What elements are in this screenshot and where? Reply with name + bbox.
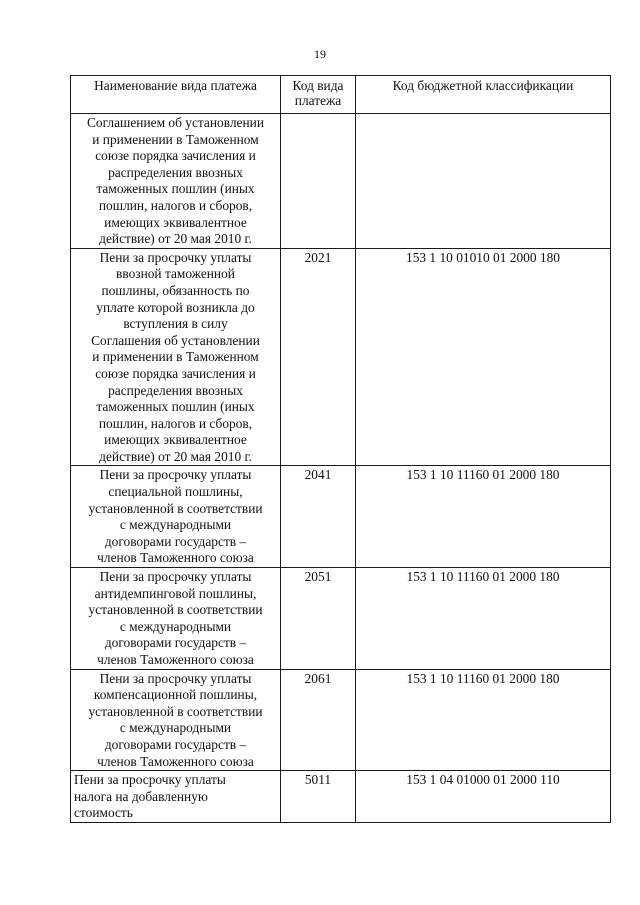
table-header-row <box>71 76 611 114</box>
payment-code-cell: 2041 <box>281 466 356 568</box>
budget-code-cell: 153 1 10 11160 01 2000 180 <box>356 466 611 568</box>
header-payment-code: Код вида платежа <box>281 76 356 114</box>
table-row <box>71 771 611 823</box>
payment-name-cell: Пени за просрочку уплаты ввозной таможенной пошлины, обязанность по уплате которой возникла до вступления в силу Соглашения об установлении и применении в Таможенном союзе порядка зачисления и распределения ввозных таможенных пошлин (иных пошлин, налогов и сборов, имеющих эквивалентное действие) от 20 мая 2010 г. <box>71 248 281 466</box>
payment-code-cell <box>281 114 356 249</box>
payment-code-cell: 5011 <box>281 771 356 823</box>
header-budget-code: Код бюджетной классификации <box>356 76 611 114</box>
budget-code-cell: 153 1 10 01010 01 2000 180 <box>356 248 611 466</box>
payment-code-cell: 2021 <box>281 248 356 466</box>
payment-name-cell: Соглашением об установлении и применении в Таможенном союзе порядка зачисления и распределения ввозных таможенных пошлин (иных пошлин, налогов и сборов, имеющих эквивалентное действие) от 20 мая 2010 г. <box>71 114 281 249</box>
table-row <box>71 466 611 568</box>
header-payment-name: Наименование вида платежа <box>71 76 281 114</box>
payment-name-cell: Пени за просрочку уплаты специальной пошлины, установленной в соответствии с международными договорами государств – членов Таможенного союза <box>71 466 281 568</box>
payment-code-cell: 2061 <box>281 669 356 771</box>
payment-codes-table <box>70 75 611 823</box>
payment-name-cell: Пени за просрочку уплаты антидемпинговой пошлины, установленной в соответствии с международными договорами государств – членов Таможенного союза <box>71 568 281 670</box>
table-row <box>71 669 611 771</box>
page-number: 19 <box>314 47 326 61</box>
budget-code-cell <box>356 114 611 249</box>
budget-code-cell: 153 1 10 11160 01 2000 180 <box>356 568 611 670</box>
payment-code-cell: 2051 <box>281 568 356 670</box>
budget-code-cell: 153 1 04 01000 01 2000 110 <box>356 771 611 823</box>
budget-code-cell: 153 1 10 11160 01 2000 180 <box>356 669 611 771</box>
payment-name-cell: Пени за просрочку уплаты налога на добавленную стоимость <box>71 771 281 823</box>
table-row <box>71 114 611 249</box>
table-row <box>71 248 611 466</box>
table-row <box>71 568 611 670</box>
payment-name-cell: Пени за просрочку уплаты компенсационной пошлины, установленной в соответствии с международными договорами государств – членов Таможенного союза <box>71 669 281 771</box>
